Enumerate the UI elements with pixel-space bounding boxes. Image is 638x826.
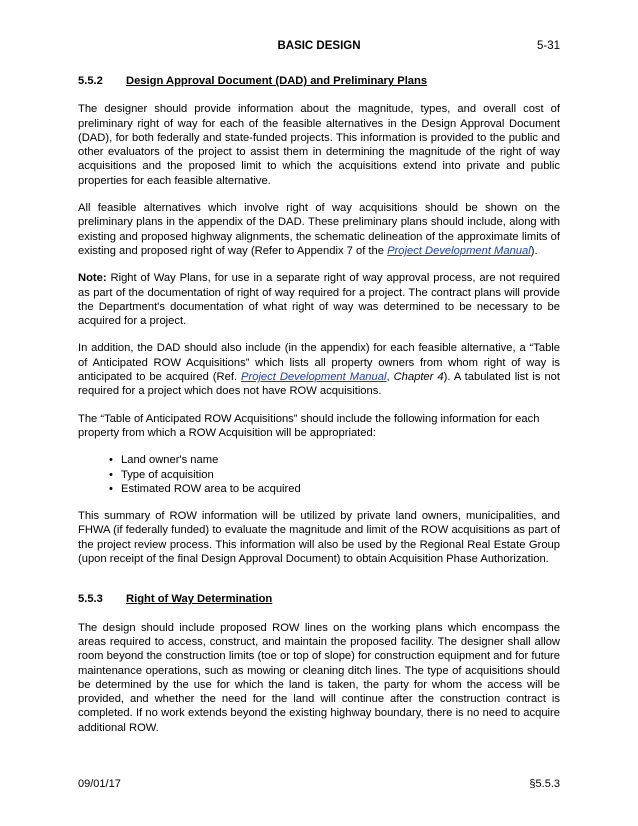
paragraph-magnitude: The designer should provide information about the magnitude, types, and overall cost of preliminary right of way for each of the feasible alternatives in the Design Approval Document (DAD), for both federally and state-funded projects. This information is provided to the public and other evaluators of the project to assist them in determining the magnitude of the right of way acquisitions and the proposed limit to which the acquisitions extend into private and public properties for each feasible alternative. bbox=[78, 103, 560, 187]
paragraph-text: In addition, the DAD should also include (in the appendix) for each feasible alternative, a “Table of Anticipated ROW Acquisitions” which lists all property owners from whom right of way is anticipated to be acquired (Ref. bbox=[78, 342, 560, 384]
header-title: BASIC DESIGN bbox=[277, 40, 361, 52]
paragraph-comma: , bbox=[386, 371, 394, 384]
section-number: 5.5.3 bbox=[78, 593, 103, 606]
list-item bbox=[109, 468, 560, 482]
paragraph-table-of-acquisitions bbox=[78, 341, 560, 398]
section-title: Right of Way Determination bbox=[126, 593, 273, 606]
page-content bbox=[78, 74, 560, 748]
section-number: 5.5.2 bbox=[78, 75, 103, 87]
note-label: Note: bbox=[78, 272, 107, 285]
section-spacer bbox=[78, 579, 560, 592]
list-item-text: Type of acquisition bbox=[121, 468, 214, 481]
project-development-manual-link-2[interactable]: Project Development Manual bbox=[241, 371, 387, 384]
page-number: 5-31 bbox=[536, 40, 560, 52]
project-development-manual-link[interactable]: Project Development Manual bbox=[387, 244, 531, 257]
paragraph-text: All feasible alternatives which involve right of way acquisitions should be shown on the preliminary plans in the appendix of the DAD. These preliminary plans should include, along with existing and proposed highway alignments, the schematic delineation of the approximate limits of existing and proposed right of way (Refer to Appendix 7 of the bbox=[78, 202, 560, 257]
section-heading-5-5-2 bbox=[78, 74, 560, 88]
paragraph-summary: This summary of ROW information will be utilized by private land owners, municipalities, and FHWA (if federally funded) to evaluate the magnitude and limit of the ROW acquisitions as part of the project review process. This information will also be used by the Regional Real Estate Group (upon receipt of the final Design Approval Document) to obtain Acquisition Phase Authorization. bbox=[78, 510, 560, 566]
bullet-icon: • bbox=[109, 482, 113, 495]
bullet-icon: • bbox=[109, 454, 113, 467]
section-heading-5-5-3 bbox=[78, 592, 560, 606]
paragraph-text-end: ). A tabulated list is not required for a project which does not have ROW acquisitions. bbox=[78, 371, 560, 398]
paragraph-note bbox=[78, 271, 560, 328]
list-item-text: Land owner's name bbox=[121, 454, 219, 467]
paragraph-text-end: ). bbox=[530, 244, 538, 257]
footer-date: 09/01/17 bbox=[78, 778, 121, 790]
paragraph-row-determination: The design should include proposed ROW lines on the working plans which encompass the areas required to access, construct, and maintain the proposed facility. The designer shall allow room beyond the construction limits (toe or top of slope) for construction equipment and for future maintenance operations, such as mowing or cleaning ditch lines. The type of acquisitions should be determined by the use for which the land is taken, the party for whom the access will be provided, and whether the need for the land will continue after the construction contract is completed. If no work extends beyond the existing highway boundary, there is no need to acquire additional ROW. bbox=[78, 621, 560, 734]
chapter-reference: Chapter 4 bbox=[393, 371, 444, 384]
footer-section-ref: §5.5.3 bbox=[529, 778, 560, 790]
bullet-icon: • bbox=[109, 468, 113, 481]
list-item bbox=[109, 482, 560, 496]
list-item-text: Estimated ROW area to be acquired bbox=[121, 482, 301, 495]
note-text: Right of Way Plans, for use in a separate right of way approval process, are not required as part of the documentation of right of way required for a project. The contract plans will provide the Department's documentation of what right of way was determined to be necessary to be acquired for a project. bbox=[78, 272, 560, 328]
list-item bbox=[109, 453, 560, 467]
acquisition-info-list bbox=[78, 453, 560, 496]
paragraph-preliminary-plans bbox=[78, 201, 560, 258]
page-header bbox=[78, 40, 560, 56]
paragraph-table-info: The “Table of Anticipated ROW Acquisitions” should include the following information for each property from which a ROW Acquisition will be appropriated: bbox=[78, 412, 540, 439]
section-title: Design Approval Document (DAD) and Preliminary Plans bbox=[126, 75, 428, 87]
